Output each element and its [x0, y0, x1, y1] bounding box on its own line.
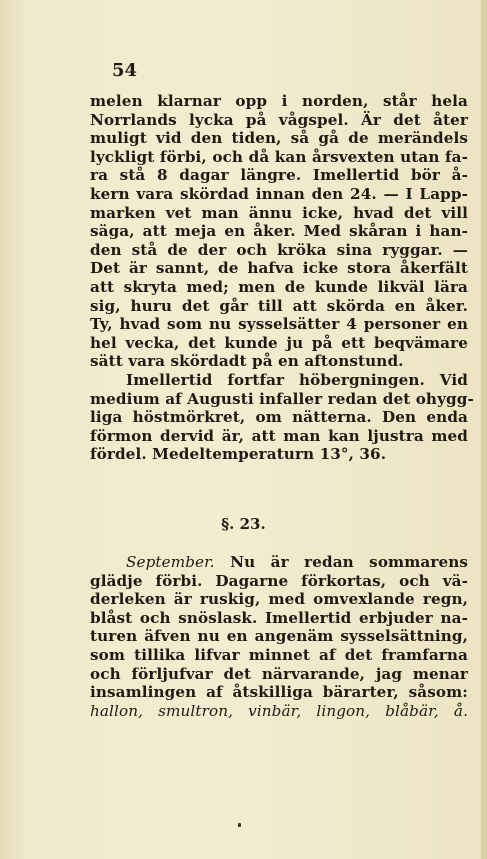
text-line: Ty, hvad som nu sysselsätter 4 personer en — [90, 315, 468, 334]
text-line: förmon dervid är, att man kan ljustra med — [90, 426, 468, 445]
text-line: lyckligt förbi, och då kan årsvexten utan fa- — [90, 147, 468, 166]
text-line: fördel. Medeltemperaturn 13°, 36. — [90, 445, 387, 464]
text-line: som tillika lifvar minnet af det framfarna — [90, 645, 468, 664]
section-heading: §. 23. — [221, 515, 266, 533]
text-line: Norrlands lycka på vågspel. Är det åter — [90, 110, 468, 129]
text-line-italic: hallon, smultron, vinbär, lingon, blåbär, å. — [90, 701, 468, 720]
text-line: derleken är ruskig, med omvexlande regn, — [90, 590, 468, 609]
page-number: 54 — [112, 60, 138, 81]
text-line: sätt vara skördadt på en aftonstund. — [90, 352, 404, 371]
page-edge — [481, 0, 487, 859]
text-line: blåst och snöslask. Imellertid erbjuder na- — [90, 608, 468, 627]
text-line: Det är sannt, de hafva icke stora åkerfält — [90, 259, 468, 278]
text-line-rest: Nu är redan sommarens — [230, 553, 468, 571]
month-heading: September. — [126, 553, 215, 571]
text-line: medium af Augusti infaller redan det ohygg- — [90, 389, 474, 408]
text-line: turen äfven nu en angenäm sysselsättning, — [90, 627, 468, 646]
text-line: muligt vid den tiden, så gå de merändels — [90, 129, 468, 148]
text-line: insamlingen af åtskilliga bärarter, såsom: — [90, 683, 468, 702]
text-line: hel vecka, det kunde ju på ett beqvämare — [90, 333, 468, 352]
text-line: och förljufvar det närvarande, jag menar — [90, 664, 468, 683]
text-line: den stå de der och kröka sina ryggar. — — [90, 240, 468, 259]
text-line: säga, att meja en åker. Med skåran i han- — [90, 222, 468, 241]
text-line: marken vet man ännu icke, hvad det vill — [90, 203, 468, 222]
text-line: melen klarnar opp i norden, står hela — [90, 92, 468, 110]
text-line-first — [90, 553, 468, 572]
text-block-bottom — [90, 553, 468, 720]
text-line: kern vara skördad innan den 24. — I Lapp- — [90, 184, 468, 203]
text-block-top — [90, 92, 474, 464]
ink-speck — [238, 823, 241, 827]
text-line: ra stå 8 dagar längre. Imellertid bör å- — [90, 166, 468, 185]
text-line: Imellertid fortfar höbergningen. Vid — [126, 370, 468, 389]
text-line: sig, huru det går till att skörda en åker. — [90, 296, 468, 315]
text-line: liga höstmörkret, om nätterna. Den enda — [90, 408, 468, 427]
text-line: att skryta med; men de kunde likväl lära — [90, 277, 468, 296]
text-line: glädje förbi. Dagarne förkortas, och vä- — [90, 571, 468, 590]
